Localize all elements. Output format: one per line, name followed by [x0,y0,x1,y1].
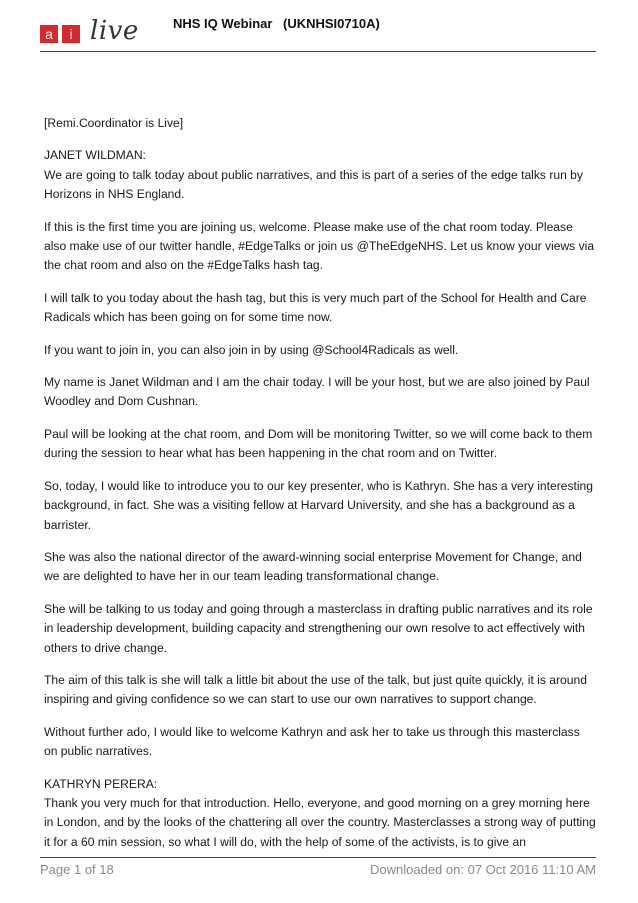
transcript-paragraph: [Remi.Coordinator is Live] [44,116,184,130]
transcript-body [44,114,596,865]
transcript-paragraph: The aim of this talk is she will talk a little bit about the use of the talk, but just quite quickly, it is around inspiring and giving confidence so we can start to use our own narratives to support change. [44,672,587,707]
transcript-paragraph: So, today, I would like to introduce you to our key presenter, who is Kathryn. She has a very interesting background, in fact. She was a visiting fellow at Harvard University, and she has a background as a barrister. [44,478,593,532]
page-header [40,14,596,50]
download-timestamp: Downloaded on: 07 Oct 2016 11:10 AM [370,862,596,877]
ai-live-logo [40,18,140,48]
logo-letter-a: a [40,25,58,43]
page-number: Page 1 of 18 [40,862,114,877]
header-divider [40,51,596,52]
speaker-label: KATHRYN PERERA: [44,776,158,791]
transcript-paragraph: Without further ado, I would like to welcome Kathryn and ask her to take us through this masterclass on public narratives. [44,724,580,759]
transcript-paragraph: Thank you very much for that introduction. Hello, everyone, and good morning on a grey morning here in London, and by the looks of the chattering all over the country. Masterclasses a strong way of putting it for a 60 min session, so what I will do, with the help of some of the activists, is to give an [44,795,596,849]
footer-divider [40,857,596,858]
document-title: NHS IQ Webinar [173,16,273,31]
transcript-paragraph: Paul will be looking at the chat room, and Dom will be monitoring Twitter, so we will come back to them during the session to hear what has been happening in the chat room and on Twitter. [44,426,593,461]
transcript-paragraph: If this is the first time you are joining us, welcome. Please make use of the chat room today. Please also make use of our twitter handle, #EdgeTalks or join us @TheEdgeNHS. Let us know your views via the chat room and also on the #EdgeTalks hash tag. [44,219,595,273]
transcript-paragraph: We are going to talk today about public narratives, and this is part of a series of the edge talks run by Horizons in NHS England. [44,167,583,202]
speaker-label: JANET WILDMAN: [44,148,146,163]
document-code: (UKNHSI0710A) [283,16,380,31]
transcript-paragraph: If you want to join in, you can also join in by using @School4Radicals as well. [44,342,459,357]
transcript-paragraph: She will be talking to us today and going through a masterclass in drafting public narratives and its role in leadership development, building capacity and strengthening our own resolve to act effectively with others to drive change. [44,601,593,655]
logo-letter-i: i [62,25,80,43]
logo-live-text: live [90,16,139,46]
transcript-paragraph: She was also the national director of the award-winning social enterprise Movement for Change, and we are delighted to have her in our team leading transformational change. [44,549,582,584]
transcript-paragraph: I will talk to you today about the hash tag, but this is very much part of the School for Health and Care Radicals which has been going on for some time now. [44,290,587,325]
transcript-paragraph: My name is Janet Wildman and I am the chair today. I will be your host, but we are also joined by Paul Woodley and Dom Cushnan. [44,375,590,409]
